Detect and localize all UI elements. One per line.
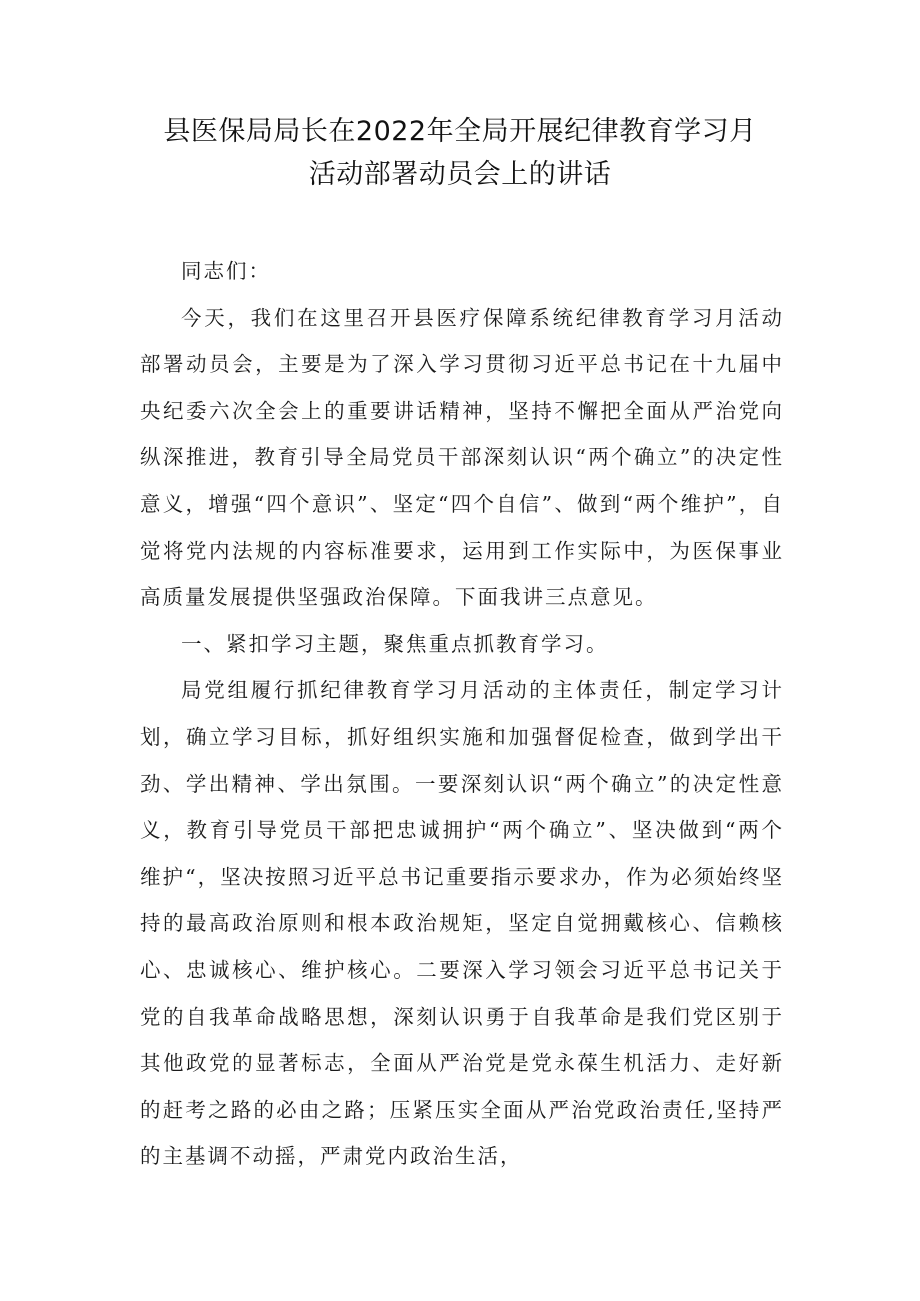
title-line-2: 活动部署动员会上的讲话 [308, 159, 612, 190]
document-body [140, 248, 784, 1180]
section-heading-1: 一、紧扣学习主题，聚焦重点抓教育学习。 [181, 631, 609, 656]
document-title [0, 110, 920, 196]
paragraph-intro: 今天，我们在这里召开县医疗保障系统纪律教育学习月活动部署动员会，主要是为了深入学习贯彻习近平总书记在十九届中央纪委六次全会上的重要讲话精神，坚持不懈把全面从严治党向纵深推进，教育引导全局党员干部深刻认识“两个确立”的决定性意义，增强“四个意识”、坚定“四个自信”、做到“两个维护”，自觉将党内法规的内容标准要求，运用到工作实际中，为医保事业高质量发展提供坚强政治保障。下面我讲三点意见。 [140, 305, 784, 610]
paragraph-section-1: 局党组履行抓纪律教育学习月活动的主体责任，制定学习计划，确立学习目标，抓好组织实施和加强督促检查，做到学出干劲、学出精神、学出氛围。一要深刻认识“两个确立”的决定性意义，教育引导党员干部把忠诚拥护“两个确立”、坚决做到“两个维护“，坚决按照习近平总书记重要指示要求办，作为必须始终坚持的最高政治原则和根本政治规矩，坚定自觉拥戴核心、信赖核心、忠诚核心、维护核心。二要深入学习领会习近平总书记关于党的自我革命战略思想，深刻认识勇于自我革命是我们党区别于其他政党的显著标志，全面从严治党是党永葆生机活力、走好新的赶考之路的必由之路；压紧压实全面从严治党政治责任,坚持严的主基调不动摇，严肃党内政治生活， [140, 678, 784, 1169]
title-line-1: 县医保局局长在2022年全局开展纪律教育学习月 [163, 116, 757, 147]
greeting: 同志们： [181, 259, 271, 283]
